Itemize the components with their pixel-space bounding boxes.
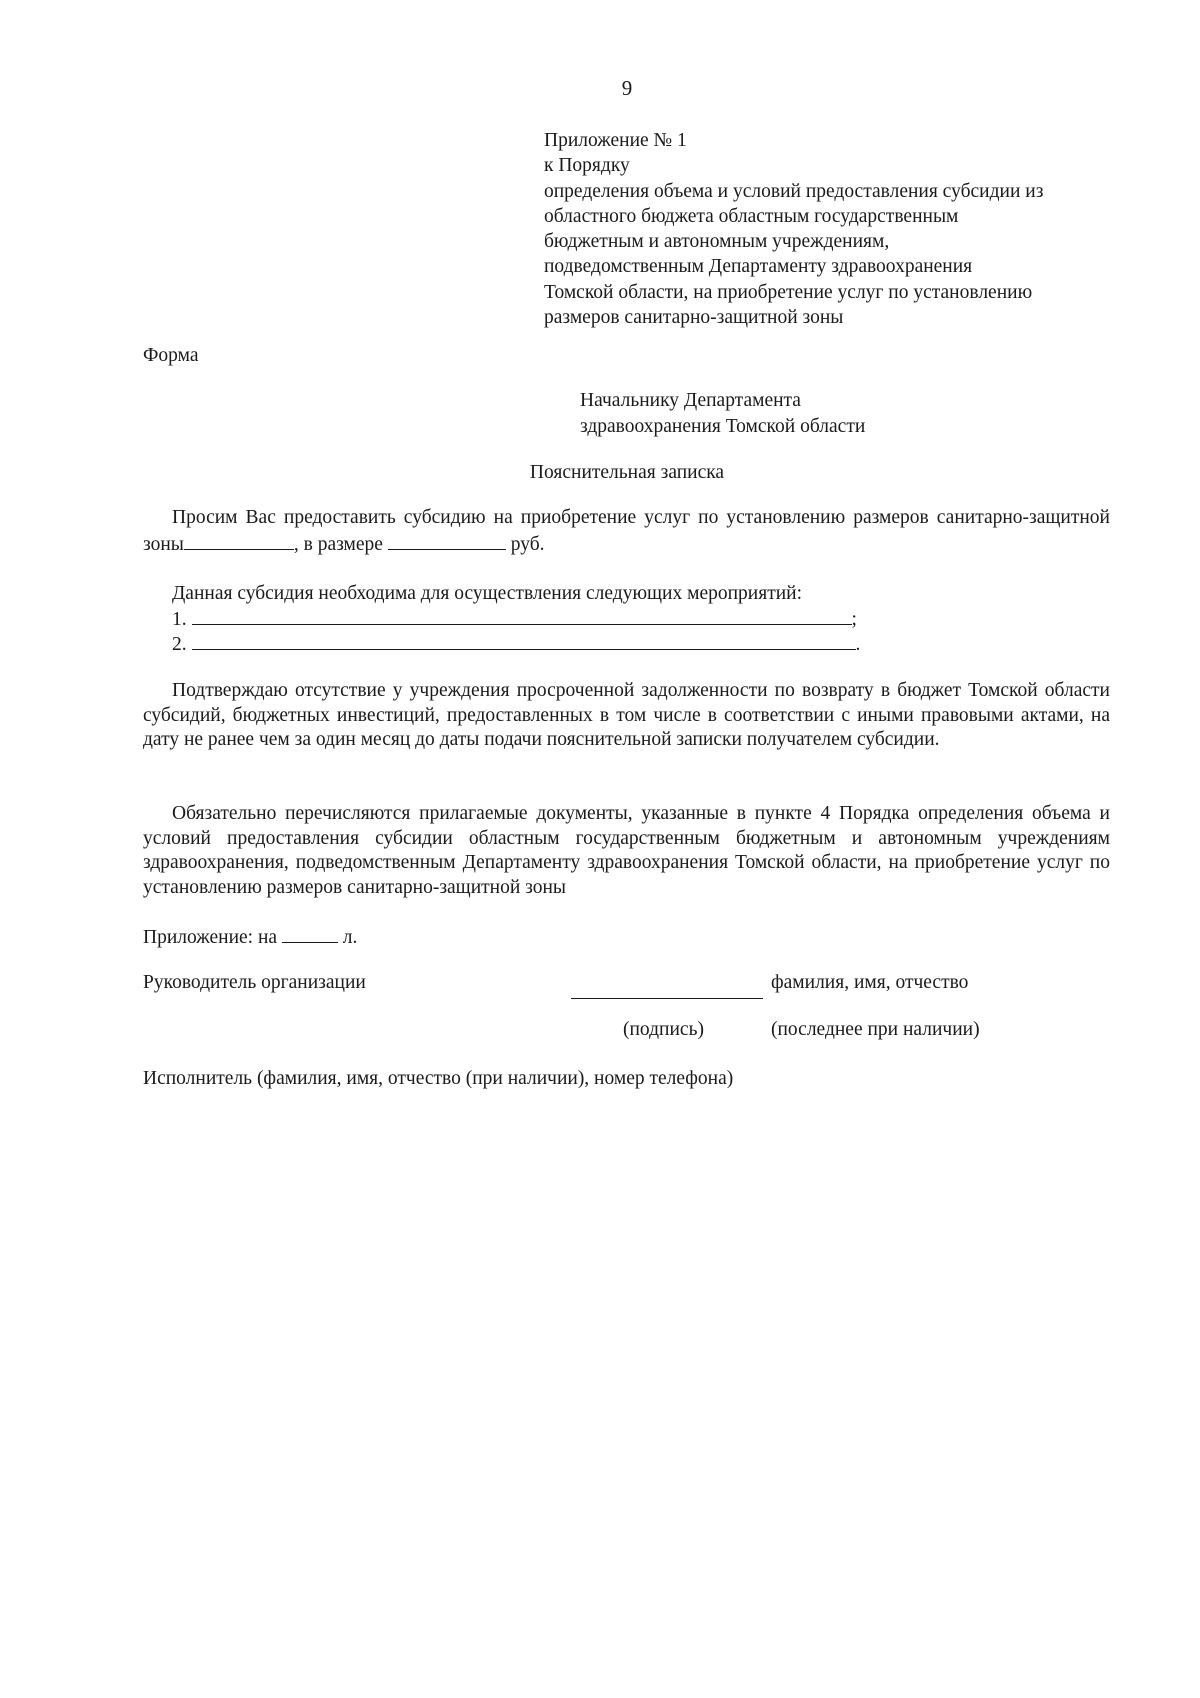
appendix-line: бюджетным и автономным учреждениям, xyxy=(544,231,890,253)
activity-item-2 xyxy=(172,631,860,657)
activity-item-end: . xyxy=(855,634,861,655)
appendix-line: Томской области, на приобретение услуг по установлению xyxy=(544,281,1033,303)
request-paragraph xyxy=(143,506,1110,557)
fio-caption: (последнее при наличии) xyxy=(771,1019,980,1040)
page-number: 9 xyxy=(621,76,633,100)
appendix-line: Приложение № 1 xyxy=(544,130,687,151)
request-amount-label: , в размере xyxy=(293,533,383,555)
appendix-line: к Порядку xyxy=(544,155,630,177)
confirmation-paragraph: Подтверждаю отсутствие у учреждения просроченной задолженности по возврату в бюджет Томской области субсидий, бюджетных инвестиций, предоставленных в том числе в соответствии с иными правовыми актами, на дату не ранее чем за один месяц до даты подачи пояснительной записки получателем субсидии. xyxy=(143,680,1110,751)
attachment-line xyxy=(143,924,357,950)
activity-item-1-field[interactable] xyxy=(192,606,852,625)
zone-blank-field[interactable] xyxy=(184,531,294,550)
attachment-prefix: Приложение: на xyxy=(143,927,278,948)
head-of-organization-label: Руководитель организации xyxy=(143,972,366,993)
appendix-line: определения объема и условий предоставления субсидии из xyxy=(544,180,1044,202)
amount-blank-field[interactable] xyxy=(388,531,506,550)
activity-item-1 xyxy=(172,606,857,632)
activity-item-number: 1. xyxy=(172,609,187,630)
appendix-line: областного бюджета областным государственным xyxy=(544,205,959,227)
appendix-line: размеров санитарно-защитной зоны xyxy=(544,307,844,329)
appendix-line: подведомственным Департаменту здравоохранения xyxy=(544,256,973,278)
activity-item-2-field[interactable] xyxy=(192,631,856,650)
addressee-block xyxy=(580,388,865,439)
request-text: Просим Вас предоставить субсидию на приобретение услуг по установлению размеров санитарно-защитной зоны xyxy=(143,507,1110,555)
attachment-pages-field[interactable] xyxy=(282,924,338,943)
documents-paragraph: Обязательно перечисляются прилагаемые документы, указанные в пункте 4 Порядка определения объема и условий предоставления субсидии областным государственным бюджетным и автономным учреждениям здравоохранения, подведомственным Департаменту здравоохранения Томской области, на приобретение услуг по установлению размеров санитарно-защитной зоны xyxy=(143,803,1110,899)
addressee-line-2: здравоохранения Томской области xyxy=(580,415,866,437)
appendix-header xyxy=(544,128,1043,330)
attachment-suffix: л. xyxy=(342,927,358,948)
form-label: Форма xyxy=(143,345,199,366)
executor-line: Исполнитель (фамилия, имя, отчество (при наличии), номер телефона) xyxy=(143,1068,734,1089)
document-title: Пояснительная записка xyxy=(529,462,725,483)
activities-intro: Данная субсидия необходима для осуществления следующих мероприятий: xyxy=(172,583,802,604)
activity-item-number: 2. xyxy=(172,634,187,655)
signature-caption: (подпись) xyxy=(623,1019,704,1040)
currency-label: руб. xyxy=(510,533,545,555)
fio-label: фамилия, имя, отчество xyxy=(771,972,969,993)
signature-line[interactable] xyxy=(571,998,763,999)
activity-item-end: ; xyxy=(851,609,857,630)
addressee-line-1: Начальнику Департамента xyxy=(580,390,801,411)
